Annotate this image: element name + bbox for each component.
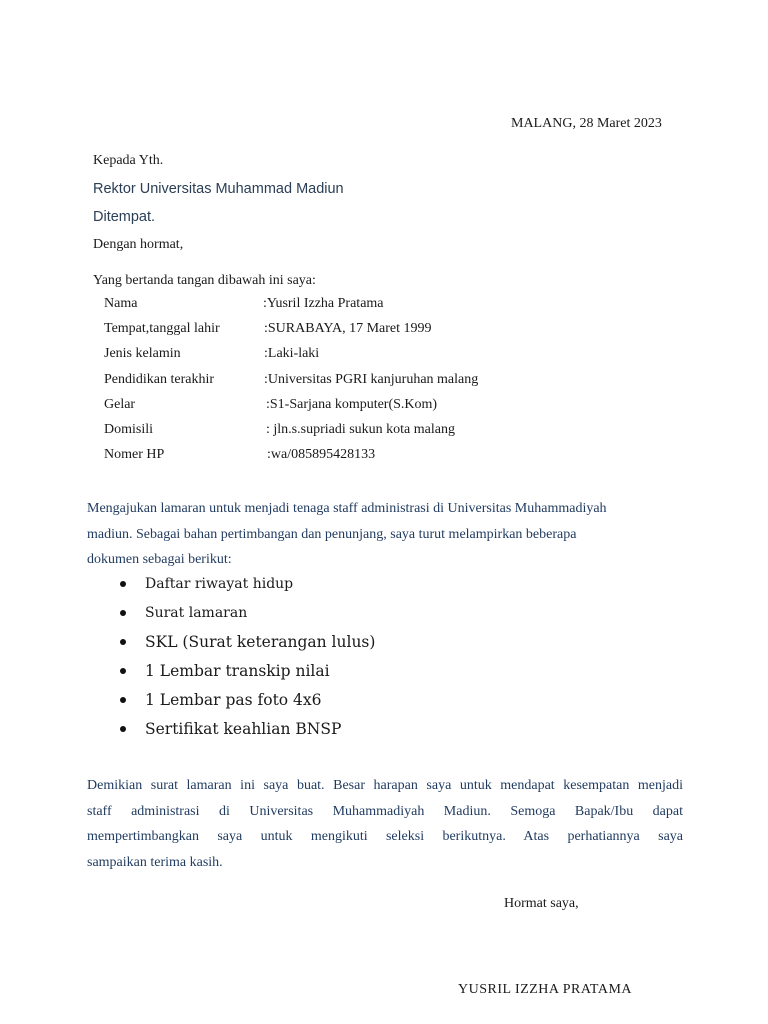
recipient-greeting: Kepada Yth.: [93, 153, 164, 168]
closing-line: mempertimbangkan saya untuk mengikuti seleksi berikutnya. Atas perhatiannya saya: [87, 829, 683, 844]
info-value: :Universitas PGRI kanjuruhan malang: [264, 371, 479, 387]
bullet-icon: [120, 581, 126, 587]
body-line: madiun. Sebagai bahan pertimbangan dan penunjang, saya turut melampirkan beberapa: [87, 526, 577, 542]
info-label: Jenis kelamin: [104, 346, 181, 362]
list-item: [120, 602, 375, 631]
body-line: dokumen sebagai berikut:: [87, 552, 232, 567]
info-label: Nama: [104, 296, 138, 311]
closing-line: Demikian surat lamaran ini saya buat. Besar harapan saya untuk mendapat kesempatan menjadi: [87, 778, 683, 793]
signature-name: YUSRIL IZZHA PRATAMA: [458, 982, 633, 997]
bullet-icon: [120, 639, 126, 645]
attachment-label: Surat lamaran: [145, 605, 248, 621]
body-paragraph: [87, 496, 687, 573]
date-line: MALANG, 28 Maret 2023: [511, 116, 662, 131]
info-value: :wa/085895428133: [267, 447, 376, 463]
attachment-label: SKL (Surat keterangan lulus): [145, 633, 376, 651]
bullet-icon: [120, 610, 126, 616]
closing-line: staff administrasi di Universitas Muhammadiyah Madiun. Semoga Bapak/Ibu dapat: [87, 803, 683, 819]
info-value: :SURABAYA, 17 Maret 1999: [264, 321, 432, 337]
attachment-label: Sertifikat keahlian BNSP: [145, 720, 342, 738]
intro-line: Yang bertanda tangan dibawah ini saya:: [93, 273, 316, 288]
list-item: [120, 689, 375, 718]
closing-line: sampaikan terima kasih.: [87, 854, 223, 870]
info-value: : jln.s.supriadi sukun kota malang: [266, 421, 455, 437]
attachment-label: 1 Lembar pas foto 4x6: [145, 691, 322, 709]
bullet-icon: [120, 726, 126, 732]
list-item: [120, 631, 375, 660]
recipient-name: Rektor Universitas Muhammad Madiun: [93, 181, 344, 197]
info-value: :Laki-laki: [264, 346, 320, 362]
recipient-place: Ditempat.: [93, 209, 156, 225]
info-label: Domisili: [104, 421, 154, 437]
info-label: Tempat,tanggal lahir: [104, 321, 220, 337]
info-value: :S1-Sarjana komputer(S.Kom): [266, 396, 438, 412]
list-item: [120, 718, 375, 747]
closing-phrase: Hormat saya,: [504, 896, 579, 911]
attachment-label: 1 Lembar transkip nilai: [145, 662, 330, 680]
list-item: [120, 660, 375, 689]
salutation: Dengan hormat,: [93, 237, 184, 252]
bullet-icon: [120, 697, 126, 703]
info-label: Nomer HP: [104, 447, 165, 463]
info-label: Gelar: [104, 396, 136, 412]
attachment-list: [120, 573, 375, 747]
attachment-label: Daftar riwayat hidup: [145, 576, 294, 592]
bullet-icon: [120, 668, 126, 674]
body-line: Mengajukan lamaran untuk menjadi tenaga staff administrasi di Universitas Muhammadiyah: [87, 501, 607, 516]
list-item: [120, 573, 375, 602]
info-label: Pendidikan terakhir: [104, 371, 215, 387]
closing-paragraph: [87, 773, 683, 875]
info-value: :Yusril Izzha Pratama: [263, 296, 384, 311]
